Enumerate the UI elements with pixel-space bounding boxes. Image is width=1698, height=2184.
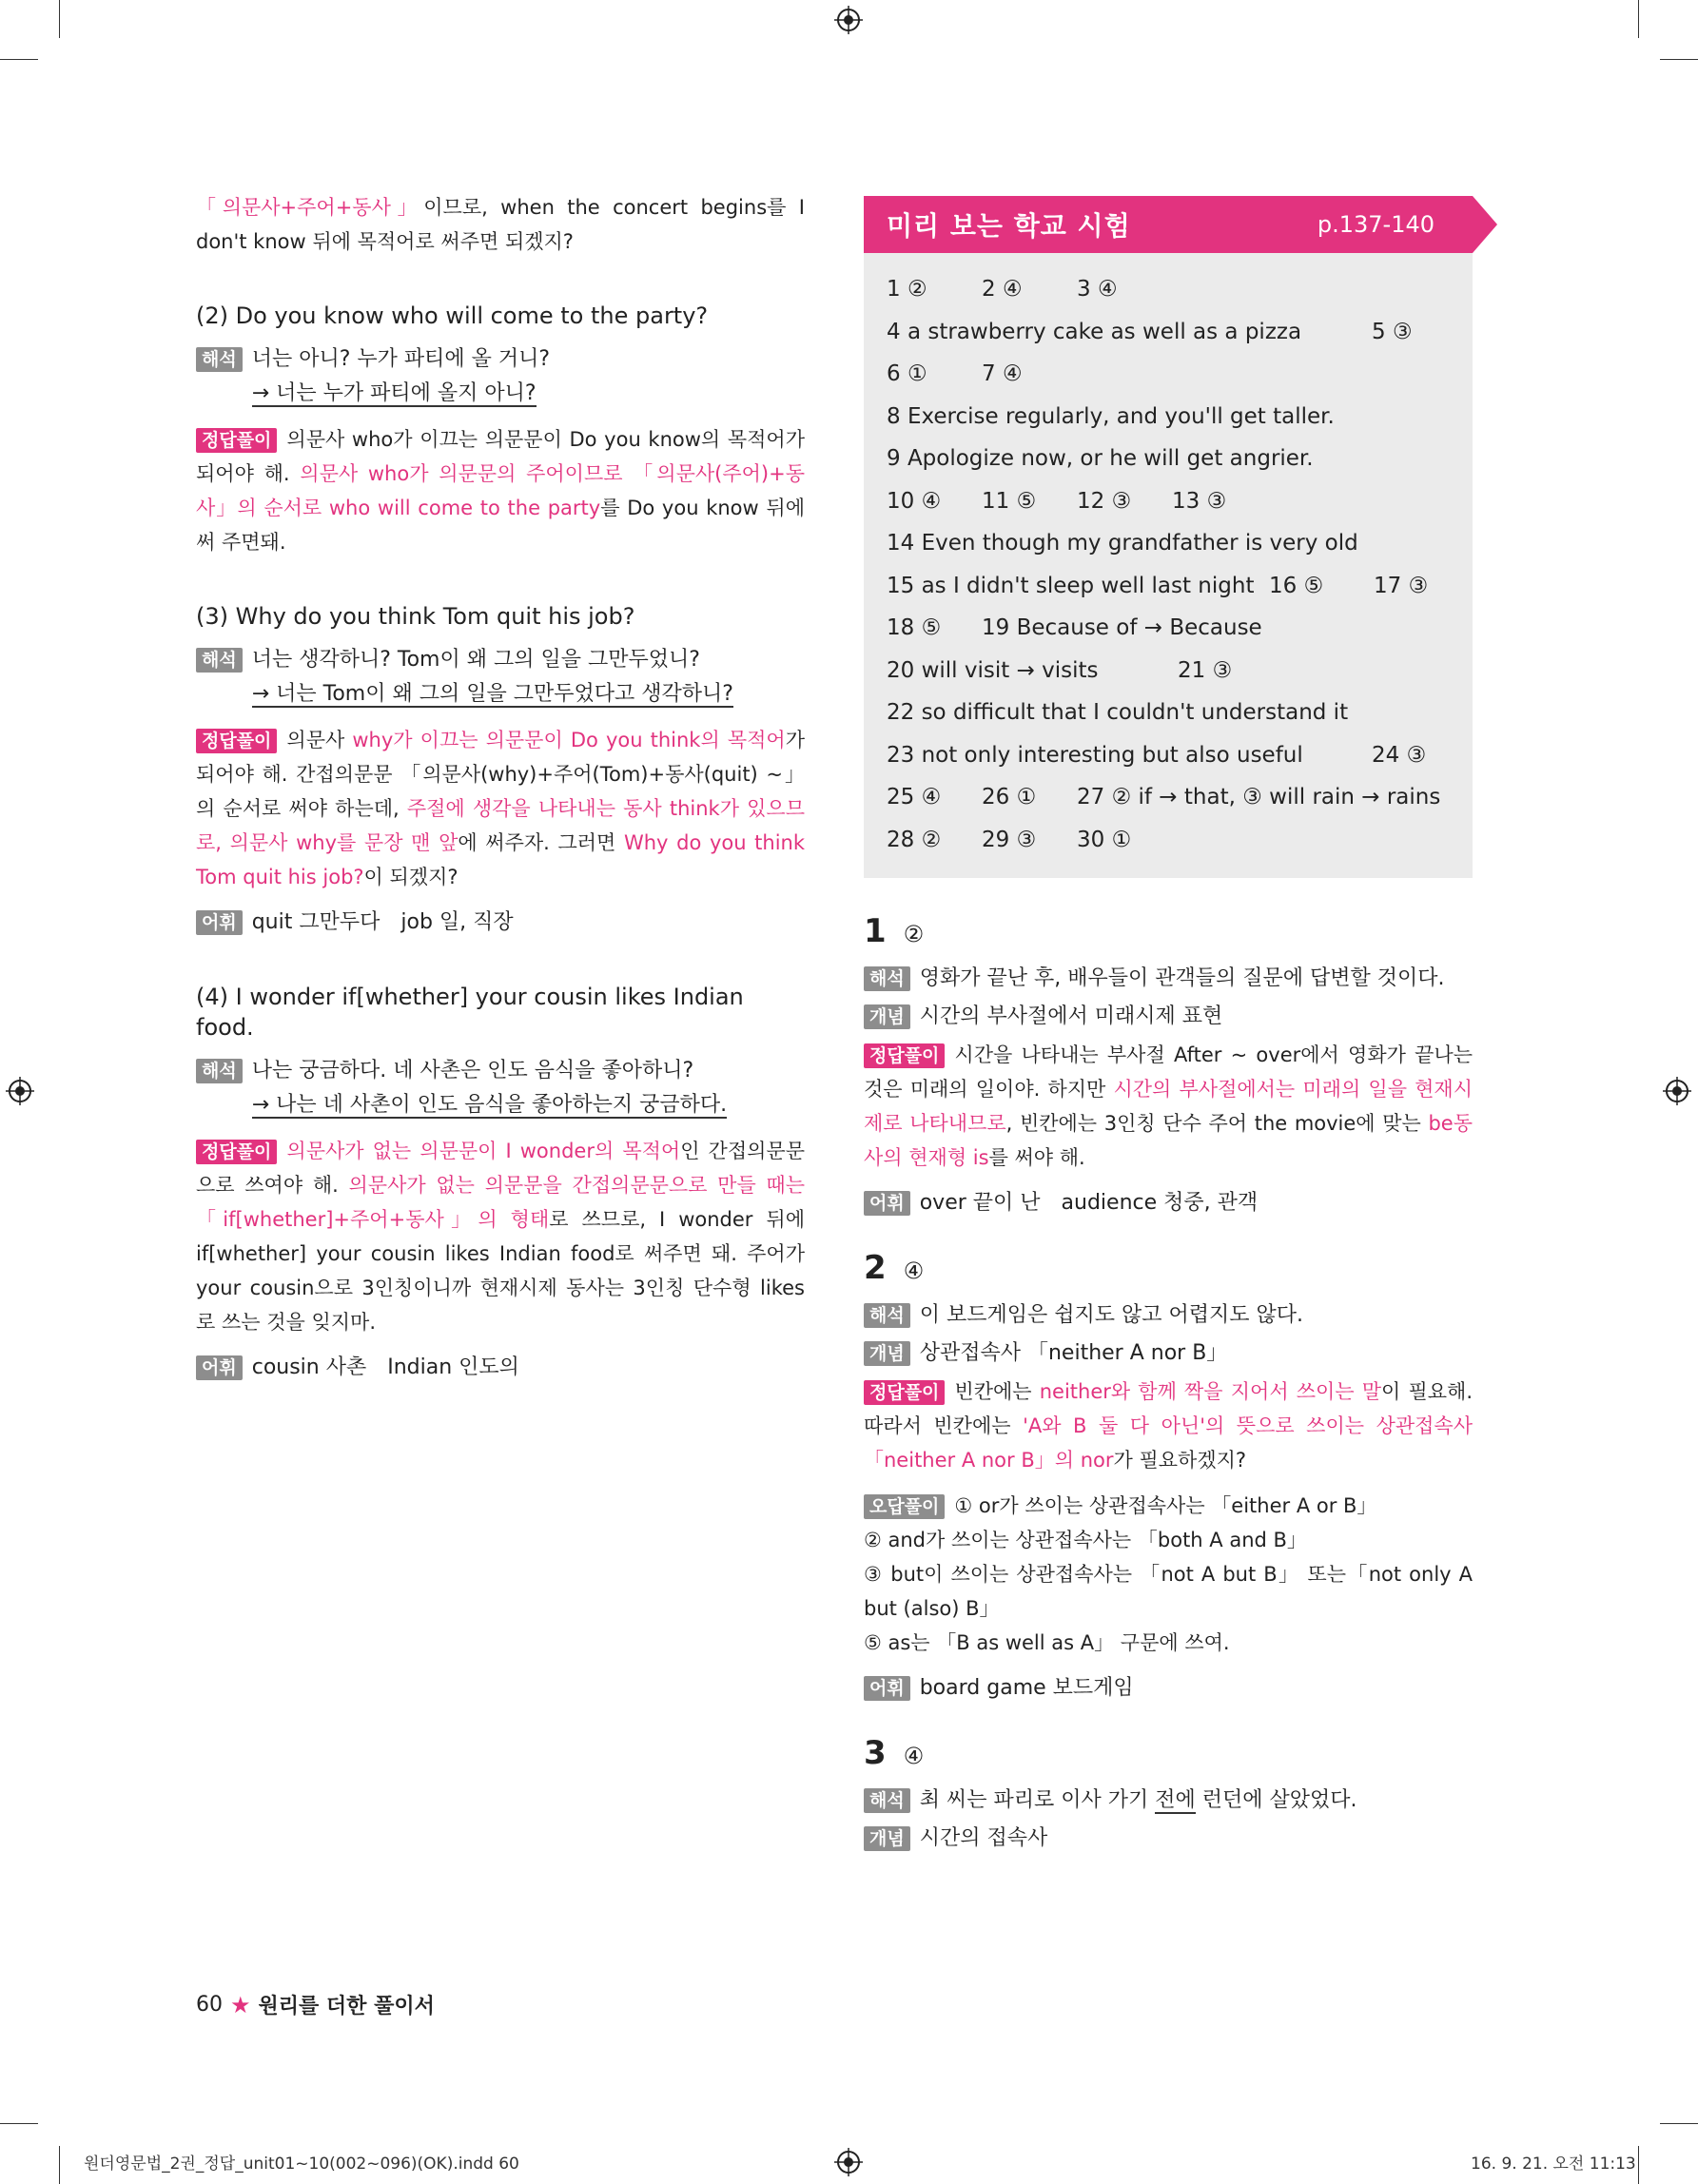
answer-key-item: 4 a strawberry cake as well as a pizza [887, 319, 1302, 344]
answer-key-item: 1 ② [887, 277, 927, 302]
tag-answer-explanation: 정답풀이 [196, 729, 277, 753]
crop-mark [1638, 0, 1639, 38]
explanation-row [196, 723, 805, 894]
answer-key-line [887, 607, 1452, 650]
answer-key-line [887, 819, 1452, 862]
book-title: 원리를 더한 풀이서 [258, 1995, 435, 2018]
explanation-text: 정답풀이 의문사가 없는 의문문이 I wonder의 목적어인 간접의문문으로 쓰여야 해. 의문사가 없는 의문문을 간접의문문으로 만들 때는 「if[whether]+주어+동사」의 형태로 쓰므로, I wonder 뒤에 if[whether] your cousin likes Indian food로 써주면 돼. 주어가 your cousin으로 3인칭이니까 현재시제 동사는 3인칭 단수형 likes로 쓰는 것을 잊지마. [196, 1140, 805, 1334]
answer-key-line [887, 565, 1452, 608]
print-slug-date: 16. 9. 21. 오전 11:13 [1471, 2155, 1636, 2174]
translation-text: 최 씨는 파리로 이사 가기 전에 런던에 살았었다. [919, 1788, 1357, 1812]
star-icon: ★ [230, 1991, 251, 2018]
translation-text: → 너는 누가 파티에 올지 아니? [251, 381, 537, 405]
wrong-explanation-row [864, 1489, 1473, 1660]
tag-answer-explanation: 정답풀이 [196, 428, 277, 453]
answer-key-item: 22 so difficult that I couldn't understand it [887, 700, 1349, 725]
answer-key-line [887, 353, 1452, 396]
answer-key-line [887, 692, 1452, 734]
left-column [196, 190, 805, 1385]
explanation-text: 정답풀이 빈칸에는 neither와 함께 짝을 지어서 쓰이는 말이 필요해. 따라서 빈칸에는 'A와 B 둘 다 아닌'의 뜻으로 쓰이는 상관접속사 「neither A nor B」의 nor가 필요하겠지? [864, 1380, 1473, 1472]
vocab-item: audience 청중, 관객 [1061, 1191, 1259, 1215]
highlight-text: 「의문사+주어+동사」 [196, 196, 424, 219]
vocab-row [864, 1671, 1473, 1706]
answer-key-item: 23 not only interesting but also useful [887, 742, 1303, 768]
translation-text: 영화가 끝난 후, 배우들이 관객들의 질문에 답변할 것이다. [919, 966, 1445, 990]
vocab-item: board game 보드게임 [919, 1676, 1134, 1700]
answer-heading [864, 1734, 1473, 1772]
answer-choice: ④ [903, 1258, 925, 1284]
vocab-item: over 끝이 난 [919, 1191, 1041, 1215]
explanation-row [196, 422, 805, 559]
answer-key-line [887, 522, 1452, 565]
answer-choice: ② [903, 921, 925, 947]
crop-mark [59, 0, 60, 38]
explanation-text: 정답풀이 의문사 why가 이끄는 의문문이 Do you think의 목적어가 되어야 해. 간접의문문 「의문사(why)+주어(Tom)+동사(quit) ~」의 순서로 써야 하는데, 주절에 생각을 나타내는 동사 think가 있으므로, 의문사 why를 문장 맨 앞에 써주자. 그러면 Why do you think Tom quit his job?이 되겠지? [196, 729, 806, 888]
answer-key-item: 6 ① [887, 361, 927, 386]
tag-vocab: 어휘 [196, 1355, 243, 1380]
concept-text: 시간의 접속사 [919, 1826, 1048, 1850]
answer-key-line [887, 650, 1452, 692]
answer-key-item: 7 ④ [982, 361, 1023, 386]
answer-key-item: 16 ⑤ [1269, 573, 1324, 598]
answer-key-item: 27 ② if → that, ③ will rain → rains [1077, 785, 1441, 809]
answer-key-item: 3 ④ [1077, 277, 1118, 302]
answer-number: 1 [864, 912, 887, 950]
explanation-text: 정답풀이 시간을 나타내는 부사절 After ~ over에서 영화가 끝나는 것은 미래의 일이야. 하지만 시간의 부사절에서는 미래의 일을 현재시제로 나타내므로, 빈칸에는 3인칭 단수 주어 the movie에 맞는 be동사의 현재형 is를 써야 해. [864, 1043, 1473, 1169]
right-column [864, 196, 1473, 1856]
tag-translation: 해석 [864, 1303, 910, 1328]
translation-row [196, 643, 805, 712]
answer-key-item: 13 ③ [1172, 488, 1227, 514]
vocab-row [196, 1351, 805, 1385]
explanation-row [864, 1038, 1473, 1175]
answer-key-item: 17 ③ [1374, 573, 1429, 598]
concept-row [864, 1336, 1473, 1371]
explanation-text: 정답풀이 의문사 who가 이끄는 의문문이 Do you know의 목적어가 되어야 해. 의문사 who가 의문문의 주어이므로 「의문사(주어)+동사」의 순서로 who will come to the party를 Do you know 뒤에 써 주면돼. [196, 428, 805, 554]
answer-choice: ④ [903, 1743, 925, 1769]
answer-number: 3 [864, 1734, 887, 1772]
crop-mark [0, 59, 38, 60]
answer-heading [864, 912, 1473, 950]
answer-key-item: 24 ③ [1372, 742, 1427, 768]
answer-heading [864, 1249, 1473, 1287]
tag-wrong-explanation: 오답풀이 [864, 1494, 945, 1519]
vocab-row [864, 1186, 1473, 1220]
crop-mark [0, 2123, 38, 2124]
crop-mark [59, 2146, 60, 2184]
translation-text: 이 보드게임은 쉽지도 않고 어렵지도 않다. [919, 1303, 1303, 1327]
answer-key-item: 29 ③ [982, 827, 1037, 852]
crop-mark [1660, 2123, 1698, 2124]
tag-answer-explanation: 정답풀이 [864, 1043, 945, 1068]
question-title: (3) Why do you think Tom quit his job? [196, 603, 635, 630]
concept-text: 시간의 부사절에서 미래시제 표현 [919, 1004, 1223, 1028]
answer-key-item: 21 ③ [1178, 657, 1233, 683]
intro-paragraph [196, 190, 805, 259]
tag-concept: 개념 [864, 1826, 910, 1851]
answer-key-item: 25 ④ [887, 785, 942, 809]
tag-vocab: 어휘 [864, 1676, 910, 1701]
answer-key-line [887, 438, 1452, 480]
body-text: 이므로, when the concert begins를 I don't know 뒤에 목적어로 써주면 되겠지? [196, 196, 805, 253]
registration-mark-icon [6, 1077, 34, 1105]
translation-row [864, 1298, 1473, 1333]
answer-key-title: 미리 보는 학교 시험 [887, 210, 1131, 242]
crop-mark [1638, 2146, 1639, 2184]
tag-answer-explanation: 정답풀이 [196, 1140, 277, 1164]
concept-row [864, 1000, 1473, 1034]
answer-key-item: 9 Apologize now, or he will get angrier. [887, 446, 1314, 471]
answer-key-item: 19 Because of → Because [982, 615, 1262, 640]
translation-text: 너는 아니? 누가 파티에 올 거니? [251, 347, 551, 371]
answer-key-item: 2 ④ [982, 277, 1023, 302]
answer-key-pages: p.137-140 [1317, 211, 1435, 238]
answer-key-line [887, 776, 1452, 819]
answer-key-item: 28 ② [887, 827, 942, 852]
vocab-row [196, 906, 805, 940]
tag-translation: 해석 [196, 1059, 243, 1083]
tag-concept: 개념 [864, 1004, 910, 1029]
answer-key-item: 20 will visit → visits [887, 657, 1099, 683]
crop-mark [1660, 59, 1698, 60]
answer-key-line [887, 268, 1452, 311]
translation-row [864, 1784, 1473, 1818]
answer-key-line [887, 396, 1452, 439]
registration-mark-icon [834, 2148, 863, 2176]
answer-key-line [887, 311, 1452, 354]
vocab-item: job 일, 직장 [400, 910, 514, 934]
translation-row [196, 342, 805, 411]
answer-key-item: 5 ③ [1372, 319, 1413, 344]
translation-text: → 나는 네 사촌이 인도 음식을 좋아하는지 궁금하다. [251, 1093, 728, 1117]
registration-mark-icon [834, 6, 863, 34]
tag-vocab: 어휘 [196, 910, 243, 935]
answer-key-item: 14 Even though my grandfather is very old [887, 531, 1358, 556]
header-arrow-icon [1473, 196, 1497, 253]
answer-key-header [864, 196, 1473, 253]
answer-key-item: 11 ⑤ [982, 488, 1037, 514]
answer-key-item: 8 Exercise regularly, and you'll get taller. [887, 403, 1335, 429]
page-number: 60 [196, 1993, 223, 2017]
translation-text: → 너는 Tom이 왜 그의 일을 그만두었다고 생각하니? [251, 682, 733, 706]
tag-translation: 해석 [196, 347, 243, 372]
answer-number: 2 [864, 1249, 887, 1287]
translation-text: 너는 생각하니? Tom이 왜 그의 일을 그만두었니? [251, 648, 700, 672]
tag-answer-explanation: 정답풀이 [864, 1380, 945, 1405]
concept-text: 상관접속사 「neither A nor B」 [919, 1341, 1228, 1365]
explanation-row [864, 1375, 1473, 1477]
answer-key-item: 26 ① [982, 785, 1037, 809]
page-footer [196, 1990, 435, 2019]
tag-translation: 해석 [864, 966, 910, 991]
concept-row [864, 1822, 1473, 1856]
answer-key-box [864, 196, 1473, 878]
wrong-explanation-text: 오답풀이 ① or가 쓰이는 상관접속사는 「either A or B」 ② and가 쓰이는 상관접속사는 「both A and B」 ③ but이 쓰이는 상관접속사는 「not A but B」 또는「not only A but (also) B」 ⑤ as는 「B as well as A」 구문에 쓰여. [864, 1494, 1473, 1654]
registration-mark-icon [1663, 1077, 1691, 1105]
answer-key-item: 12 ③ [1077, 488, 1132, 514]
print-slug-file: 원더영문법_2권_정답_unit01~10(002~096)(OK).indd 60 [84, 2155, 519, 2174]
answer-key-item: 15 as I didn't sleep well last night [887, 573, 1255, 598]
answer-key-line [887, 734, 1452, 777]
tag-translation: 해석 [196, 648, 243, 673]
translation-row [196, 1054, 805, 1122]
vocab-item: quit 그만두다 [251, 910, 381, 934]
tag-concept: 개념 [864, 1341, 910, 1366]
question-title: (2) Do you know who will come to the party? [196, 302, 709, 329]
tag-translation: 해석 [864, 1788, 910, 1813]
vocab-item: Indian 인도의 [387, 1355, 519, 1379]
tag-vocab: 어휘 [864, 1191, 910, 1216]
answer-key-line [887, 480, 1452, 523]
translation-text: 나는 궁금하다. 네 사촌은 인도 음식을 좋아하니? [251, 1059, 694, 1082]
explanation-row [196, 1134, 805, 1339]
answer-key-item: 30 ① [1077, 827, 1132, 852]
answer-key-list [864, 253, 1473, 878]
question-title: (4) I wonder if[whether] your cousin likes Indian food. [196, 984, 744, 1041]
answer-key-item: 10 ④ [887, 488, 942, 514]
vocab-item: cousin 사촌 [251, 1355, 367, 1379]
answer-key-item: 18 ⑤ [887, 615, 942, 640]
translation-row [864, 962, 1473, 996]
